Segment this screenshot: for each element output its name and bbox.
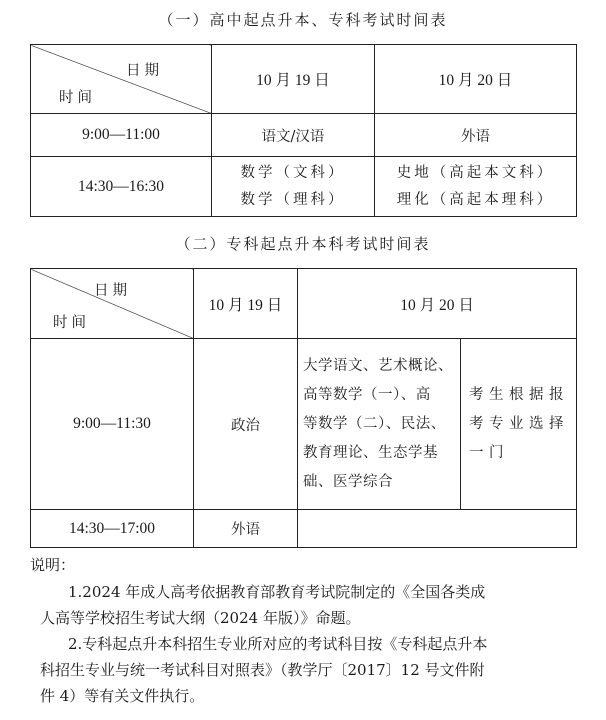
table1: [30, 44, 577, 217]
subject-cell: 政治: [194, 339, 298, 510]
table1-title: （一）高中起点升本、专科考试时间表: [158, 11, 448, 29]
table1-col2-header: 10 月 20 日: [375, 45, 577, 114]
subject-line: 教育理论、生态学基: [303, 444, 438, 461]
notes-heading: 说明：: [30, 556, 76, 574]
time-label: 时间: [53, 315, 90, 331]
note-line: 一门: [469, 444, 509, 461]
table2-col2-header: 10 月 20 日: [298, 269, 577, 339]
table2-col1-header: 10 月 19 日: [194, 269, 298, 339]
note-paragraph-1-line-1: 1.2024 年成人高考依据教育部教育考试院制定的《全国各类成: [68, 583, 486, 601]
table2-title: （二）专科起点升本科考试时间表: [175, 235, 431, 253]
note-paragraph-1-line-2: 人高等学校招生考试大纲（2024 年版）》命题。: [40, 609, 361, 627]
note-paragraph-2-line-3: 件 4）等有关文件执行。: [40, 687, 205, 705]
table2: [30, 268, 577, 548]
time-cell: 14:30—17:00: [31, 510, 194, 548]
subject-cell: 外语: [194, 510, 298, 548]
subject-line: 理化（高起本理科）: [396, 191, 555, 208]
selection-note-cell: [461, 339, 577, 510]
subject-cell: 语文/汉语: [212, 114, 375, 157]
table1-corner-cell: [31, 45, 212, 114]
note-line: 考专业选择: [469, 415, 569, 432]
subject-line: 史地（高起本文科）: [396, 164, 555, 181]
date-label: 日期: [126, 63, 163, 79]
subject-line: 数学（理科）: [240, 191, 346, 208]
time-cell: 9:00—11:00: [31, 114, 212, 157]
subject-line: 大学语文、艺术概论、: [303, 357, 453, 374]
table1-col1-header: 10 月 19 日: [212, 45, 375, 114]
subject-line: 等数学（二）、民法、: [303, 415, 446, 432]
subject-line: 数学（文科）: [240, 164, 346, 181]
subject-line: 高等数学（一）、高: [303, 386, 431, 403]
date-label: 日期: [94, 283, 131, 299]
subject-line: 础、医学综合: [303, 473, 393, 490]
subjects-cell: [298, 339, 461, 510]
table-row: [31, 339, 577, 510]
subject-cell: [375, 157, 577, 217]
note-paragraph-2-line-2: 科招生专业与统一考试科目对照表》（教学厅〔2017〕12 号文件附: [40, 661, 485, 679]
time-cell: 14:30—16:30: [31, 157, 212, 217]
time-cell: 9:00—11:30: [31, 339, 194, 510]
time-label: 时间: [59, 90, 96, 106]
table-row: [31, 157, 577, 217]
subject-cell: [212, 157, 375, 217]
table2-corner-cell: [31, 269, 194, 339]
table-row: [31, 114, 577, 157]
table2-header-row: [31, 269, 577, 339]
notes-body: [40, 580, 600, 720]
table1-header-row: [31, 45, 577, 114]
note-paragraph-2-line-1: 2.专科起点升本科招生专业所对应的考试科目按《专科起点升本: [68, 635, 488, 653]
empty-cell: [298, 510, 577, 548]
note-line: 考生根据报: [469, 386, 569, 403]
table-row: [31, 510, 577, 548]
subject-cell: 外语: [375, 114, 577, 157]
